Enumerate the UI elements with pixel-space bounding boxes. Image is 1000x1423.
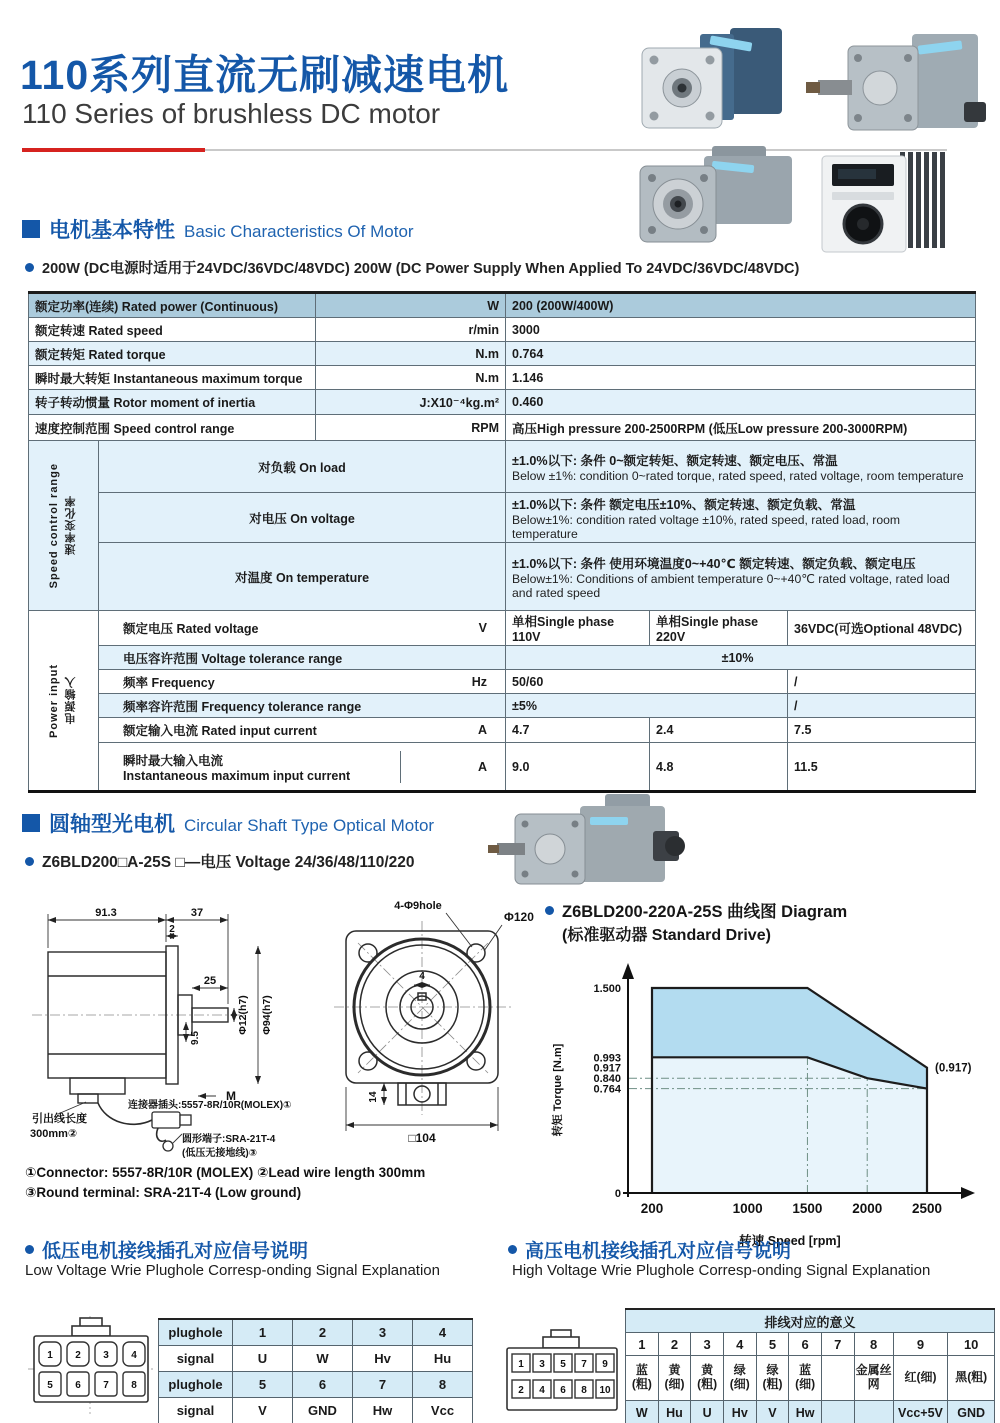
product-photo-motor-gray-shaft bbox=[806, 34, 986, 130]
callout-m: M bbox=[226, 1089, 236, 1103]
low-voltage-connector-drawing bbox=[28, 1316, 154, 1414]
cell: 7 bbox=[821, 1333, 854, 1356]
spec-value-zh: ±1.0%以下: 条件 使用环境温度0~+40℃ 额定转速、额定负载、额定电压 bbox=[512, 557, 916, 571]
spec-value: / bbox=[788, 670, 976, 694]
pin-number: 7 bbox=[103, 1380, 109, 1391]
spec-label: 额定电压 Rated voltage bbox=[123, 622, 259, 636]
spec-label-unit bbox=[99, 694, 506, 718]
section-heading-zh: 圆轴型光电机 bbox=[49, 813, 175, 836]
pin-number: 7 bbox=[581, 1359, 587, 1370]
row-label: plughole bbox=[159, 1319, 233, 1346]
page-title-zh: 110系列直流无刷减速电机 bbox=[20, 52, 510, 98]
cell: 3 bbox=[353, 1319, 413, 1346]
spec-value: 高压High pressure 200-2500RPM (低压Low pressure 200-3000RPM) bbox=[506, 415, 976, 441]
power-note-bullet bbox=[25, 257, 975, 278]
spec-unit: V bbox=[478, 621, 488, 635]
cell: Hu bbox=[413, 1346, 473, 1372]
bullet-dot-icon bbox=[25, 263, 34, 272]
pin-number: 2 bbox=[518, 1385, 524, 1396]
spec-unit: RPM bbox=[316, 415, 506, 441]
product-photos bbox=[612, 6, 997, 254]
chart-title-line1: Z6BLD200-220A-25S 曲线图 Diagram bbox=[562, 903, 848, 921]
spec-label: 电压容许范围 Voltage tolerance range bbox=[123, 651, 343, 666]
cell: 5 bbox=[756, 1333, 789, 1356]
x-tick-label: 200 bbox=[640, 1201, 664, 1216]
signal bbox=[821, 1401, 854, 1423]
y-tick-label: 0 bbox=[614, 1188, 621, 1200]
cell: 10 bbox=[948, 1333, 995, 1356]
spec-label: 转子转动惯量 Rotor moment of inertia bbox=[29, 390, 316, 415]
signal: W bbox=[626, 1401, 659, 1423]
wire-color: 蓝(粗) bbox=[626, 1356, 659, 1401]
row-label: signal bbox=[159, 1398, 233, 1423]
spec-label-unit bbox=[99, 743, 506, 792]
cell: 9 bbox=[893, 1333, 948, 1356]
x-axis-arrow-icon bbox=[961, 1187, 975, 1199]
callout-terminal2: (低压无接地线)③ bbox=[182, 1148, 258, 1159]
bullet-dot-icon bbox=[545, 906, 554, 915]
spec-label: 对温度 On temperature bbox=[99, 543, 506, 611]
spec-label: 额定转速 Rated speed bbox=[29, 318, 316, 342]
spec-value-en: Below ±1%: condition 0~rated torque, rated speed, rated voltage, room temperature bbox=[512, 469, 964, 483]
power-group-label-en: Power input bbox=[48, 663, 60, 738]
table-row bbox=[29, 415, 976, 441]
y-tick-label: 1.500 bbox=[593, 983, 621, 995]
spec-unit: Hz bbox=[471, 674, 488, 689]
note-line-2: ③Round terminal: SRA-21T-4 (Low ground) bbox=[25, 1185, 302, 1201]
spec-unit: A bbox=[477, 723, 488, 737]
spec-label-zh: 瞬时最大输入电流 bbox=[123, 753, 224, 768]
dim-25: 25 bbox=[203, 975, 217, 987]
section-square-icon bbox=[22, 220, 40, 238]
table-row bbox=[159, 1372, 473, 1398]
torque-speed-chart-block bbox=[545, 898, 997, 1263]
cell: Hw bbox=[353, 1398, 413, 1423]
pin-number: 10 bbox=[599, 1385, 611, 1396]
dim-4: 4 bbox=[419, 971, 425, 982]
power-group-label-zh: 电源输入 bbox=[65, 676, 77, 725]
spec-unit bbox=[401, 649, 499, 667]
y-tick-label: 0.764 bbox=[593, 1083, 621, 1096]
pin-number: 3 bbox=[539, 1359, 545, 1370]
spec-label-unit bbox=[99, 670, 506, 694]
dim-phi12: Φ12(h7) bbox=[237, 995, 249, 1035]
dim-holes: 4-Φ9hole bbox=[394, 900, 442, 912]
low-voltage-heading bbox=[25, 1236, 308, 1263]
callout-lead-zh: 引出线长度 bbox=[32, 1113, 87, 1125]
table-row bbox=[29, 694, 976, 718]
cell: 7 bbox=[353, 1372, 413, 1398]
row-label: signal bbox=[159, 1346, 233, 1372]
spec-value: 0.764 bbox=[506, 342, 976, 366]
spec-unit: N.m bbox=[316, 342, 506, 366]
x-axis-title: 转速 Speed [rpm] bbox=[739, 1234, 841, 1248]
pin-number: 8 bbox=[581, 1385, 587, 1396]
product-photo-motor-mid bbox=[485, 786, 700, 904]
table-row bbox=[626, 1356, 995, 1401]
spec-unit: J:X10⁻⁴kg.m² bbox=[316, 390, 506, 415]
high-voltage-connector-drawing bbox=[503, 1328, 623, 1418]
section-circular-shaft bbox=[22, 808, 434, 838]
table-row bbox=[159, 1319, 473, 1346]
speed-group-label-zh: 速率变化率 bbox=[65, 495, 77, 556]
spec-unit: r/min bbox=[316, 318, 506, 342]
signal: Hw bbox=[789, 1401, 822, 1423]
table-row bbox=[159, 1346, 473, 1372]
table-row bbox=[626, 1401, 995, 1423]
wire-color bbox=[821, 1356, 854, 1401]
dim-2: 2 bbox=[169, 924, 175, 935]
spec-label: 对电压 On voltage bbox=[99, 493, 506, 543]
cell: 1 bbox=[626, 1333, 659, 1356]
cell: W bbox=[293, 1346, 353, 1372]
table-row bbox=[29, 293, 976, 318]
spec-value-zh: ±1.0%以下: 条件 额定电压±10%、额定转速、额定负载、常温 bbox=[512, 498, 856, 512]
table-row bbox=[29, 646, 976, 670]
table-row bbox=[29, 611, 976, 646]
y-tick-label: 0.840 bbox=[593, 1073, 621, 1086]
cell: GND bbox=[293, 1398, 353, 1423]
spec-value: 9.0 bbox=[506, 743, 650, 792]
high-voltage-signal-table bbox=[625, 1308, 995, 1423]
cell: Vcc bbox=[413, 1398, 473, 1423]
dim-14: 14 bbox=[368, 1091, 379, 1103]
wire-color: 黑(粗) bbox=[948, 1356, 995, 1401]
product-photo-speed-controller bbox=[822, 152, 945, 252]
spec-unit: W bbox=[316, 293, 506, 318]
signal: V bbox=[756, 1401, 789, 1423]
low-voltage-heading-zh: 低压电机接线插孔对应信号说明 bbox=[42, 1241, 309, 1262]
spec-value bbox=[506, 543, 976, 611]
pin-number: 2 bbox=[75, 1350, 81, 1361]
pin-number: 9 bbox=[602, 1359, 608, 1370]
note-line-1: ①Connector: 5557-8R/10R (MOLEX) ②Lead wire length 300mm bbox=[25, 1165, 426, 1180]
table-row bbox=[29, 493, 976, 543]
y-axis-arrow-icon bbox=[622, 963, 634, 979]
spec-value: 50/60 bbox=[506, 670, 788, 694]
signal: Vcc+5V bbox=[893, 1401, 948, 1423]
spec-value: 单相Single phase 220V bbox=[650, 611, 788, 646]
signal: GND bbox=[948, 1401, 995, 1423]
bullet-dot-icon bbox=[25, 857, 34, 866]
spec-value-en: Below±1%: Conditions of ambient temperature 0~+40℃ rated voltage, rated load and rated speed bbox=[512, 572, 950, 600]
spec-unit: A bbox=[400, 751, 499, 783]
pin-number: 1 bbox=[518, 1359, 524, 1370]
spec-value-zh: ±1.0%以下: 条件 0~额定转矩、额定转速、额定电压、常温 bbox=[512, 454, 838, 468]
spec-label: 对负载 On load bbox=[99, 441, 506, 493]
table-row bbox=[159, 1398, 473, 1423]
cell: 8 bbox=[413, 1372, 473, 1398]
cell: 4 bbox=[413, 1319, 473, 1346]
table-row bbox=[29, 441, 976, 493]
spec-value: 1.146 bbox=[506, 366, 976, 390]
wire-color: 绿(粗) bbox=[756, 1356, 789, 1401]
spec-value: 单相Single phase 110V bbox=[506, 611, 650, 646]
wire-color: 黄(细) bbox=[658, 1356, 691, 1401]
dim-phi120: Φ120 bbox=[504, 910, 534, 924]
cell: 1 bbox=[233, 1319, 293, 1346]
spec-value bbox=[506, 441, 976, 493]
pin-number: 6 bbox=[75, 1380, 81, 1391]
pin-number: 1 bbox=[47, 1350, 53, 1361]
page-title-en: 110 Series of brushless DC motor bbox=[22, 98, 441, 129]
spec-value-en: Below±1%: condition rated voltage ±10%, rated speed, rated load, room temperature bbox=[512, 513, 901, 541]
dim-37: 37 bbox=[190, 907, 204, 919]
spec-value: ±10% bbox=[506, 646, 976, 670]
x-tick-label: 2500 bbox=[911, 1201, 943, 1216]
table-row bbox=[29, 366, 976, 390]
spec-label: 频率容许范围 Frequency tolerance range bbox=[123, 699, 362, 714]
low-voltage-heading-en: Low Voltage Wrie Plughole Corresp-onding Signal Explanation bbox=[25, 1262, 440, 1279]
power-input-group-label bbox=[29, 611, 99, 792]
torque-speed-chart bbox=[545, 945, 997, 1263]
signal bbox=[854, 1401, 893, 1423]
cell: 6 bbox=[293, 1372, 353, 1398]
cell: 2 bbox=[293, 1319, 353, 1346]
spec-value: 4.8 bbox=[650, 743, 788, 792]
cell: 2 bbox=[658, 1333, 691, 1356]
y-axis-title: 转矩 Torque [N.m] bbox=[552, 1043, 564, 1137]
callout-connector: 连接器插头:5557-8R/10R(MOLEX)① bbox=[128, 1100, 292, 1111]
bullet-dot-icon bbox=[508, 1245, 517, 1254]
dim-phi94: Φ94(h7) bbox=[261, 995, 273, 1035]
wire-color: 红(细) bbox=[893, 1356, 948, 1401]
cell: 3 bbox=[691, 1333, 724, 1356]
y-tick-label: 0.917 bbox=[593, 1062, 621, 1075]
spec-value: 36VDC(可选Optional 48VDC) bbox=[788, 611, 976, 646]
y-tick-label: 0.993 bbox=[593, 1052, 621, 1065]
product-photo-motor-dark-blue bbox=[642, 28, 782, 128]
section-heading-en: Basic Characteristics Of Motor bbox=[184, 222, 414, 241]
spec-value: 200 (200W/400W) bbox=[506, 293, 976, 318]
callout-lead-mm: 300mm② bbox=[30, 1128, 78, 1140]
spec-label: 额定转矩 Rated torque bbox=[29, 342, 316, 366]
cell: U bbox=[233, 1346, 293, 1372]
pin-number: 4 bbox=[131, 1350, 137, 1361]
spec-table bbox=[28, 291, 976, 793]
spec-label-en: Instantaneous maximum input current bbox=[123, 768, 351, 783]
section-heading-en: Circular Shaft Type Optical Motor bbox=[184, 816, 435, 835]
spec-value: / bbox=[788, 694, 976, 718]
section-basic-characteristics bbox=[22, 214, 414, 244]
pin-number: 5 bbox=[560, 1359, 566, 1370]
cell: Hv bbox=[353, 1346, 413, 1372]
x-tick-label: 1000 bbox=[732, 1201, 763, 1216]
table-row bbox=[29, 670, 976, 694]
pin-number: 8 bbox=[131, 1380, 137, 1391]
dim-9-5: 9.5 bbox=[190, 1031, 201, 1045]
spec-label-unit bbox=[99, 611, 506, 646]
spec-value: 0.460 bbox=[506, 390, 976, 415]
row-label: plughole bbox=[159, 1372, 233, 1398]
spec-label: 频率 Frequency bbox=[123, 675, 215, 690]
low-voltage-signal-table bbox=[158, 1318, 473, 1423]
spec-label: 速度控制范围 Speed control range bbox=[29, 415, 316, 441]
chart-title-line2: (标准驱动器 Standard Drive) bbox=[562, 927, 771, 944]
bullet-dot-icon bbox=[25, 1245, 34, 1254]
section-heading-zh: 电机基本特性 bbox=[49, 219, 175, 242]
spec-label bbox=[105, 751, 400, 783]
spec-unit: N.m bbox=[316, 366, 506, 390]
model-text: Z6BLD200□A-25S □—电压 Voltage 24/36/48/110/220 bbox=[42, 854, 415, 871]
spec-value: 2.4 bbox=[650, 718, 788, 743]
model-bullet bbox=[25, 850, 485, 872]
high-voltage-heading bbox=[508, 1236, 791, 1263]
spec-label: 瞬时最大转矩 Instantaneous maximum torque bbox=[29, 366, 316, 390]
table-row bbox=[29, 342, 976, 366]
wire-color: 绿(细) bbox=[723, 1356, 756, 1401]
cell: 8 bbox=[854, 1333, 893, 1356]
wire-color: 金属丝网 bbox=[854, 1356, 893, 1401]
spec-value: 3000 bbox=[506, 318, 976, 342]
dim-91-3: 91.3 bbox=[95, 907, 117, 919]
dimension-drawing-front-view bbox=[326, 893, 540, 1161]
spec-label: 额定输入电流 Rated input current bbox=[123, 724, 317, 738]
pin-number: 6 bbox=[560, 1385, 566, 1396]
high-voltage-heading-zh: 高压电机接线插孔对应信号说明 bbox=[525, 1241, 792, 1262]
cell: 4 bbox=[723, 1333, 756, 1356]
table-row bbox=[29, 718, 976, 743]
table-row bbox=[29, 318, 976, 342]
signal: Hu bbox=[658, 1401, 691, 1423]
table-row bbox=[626, 1333, 995, 1356]
signal: U bbox=[691, 1401, 724, 1423]
spec-value: ±5% bbox=[506, 694, 788, 718]
x-tick-label: 2000 bbox=[852, 1201, 883, 1216]
speed-group-label-en: Speed control range bbox=[48, 462, 60, 589]
cell: 5 bbox=[233, 1372, 293, 1398]
table-row bbox=[29, 743, 976, 792]
dimension-drawing-side-view bbox=[20, 890, 328, 1172]
spec-label-unit bbox=[99, 718, 506, 743]
speed-control-group-label bbox=[29, 441, 99, 611]
wire-color: 黄(粗) bbox=[691, 1356, 724, 1401]
pin-number: 4 bbox=[539, 1385, 545, 1396]
spec-value: 7.5 bbox=[788, 718, 976, 743]
spec-label-unit bbox=[99, 646, 506, 670]
product-photo-motor-right-angle bbox=[640, 146, 792, 242]
spec-value bbox=[506, 493, 976, 543]
pin-number: 5 bbox=[47, 1380, 53, 1391]
spec-label: 额定功率(连续) Rated power (Continuous) bbox=[29, 293, 316, 318]
chart-title bbox=[545, 898, 997, 922]
drawing-notes bbox=[25, 1163, 425, 1204]
cell: V bbox=[233, 1398, 293, 1423]
cell: 6 bbox=[789, 1333, 822, 1356]
pin-number: 3 bbox=[103, 1350, 109, 1361]
wire-color: 蓝(细) bbox=[789, 1356, 822, 1401]
table-row bbox=[29, 390, 976, 415]
signal: Hv bbox=[723, 1401, 756, 1423]
table-row bbox=[29, 543, 976, 611]
section-square-icon bbox=[22, 814, 40, 832]
power-note-text: 200W (DC电源时适用于24VDC/36VDC/48VDC) 200W (DC Power Supply When Applied To 24VDC/36VDC/48VDC) bbox=[42, 261, 800, 277]
spec-value: 4.7 bbox=[506, 718, 650, 743]
dim-sq104: □104 bbox=[408, 1131, 436, 1145]
table-row bbox=[626, 1309, 995, 1333]
x-tick-label: 1500 bbox=[792, 1201, 823, 1216]
high-voltage-heading-en: High Voltage Wrie Plughole Corresp-onding Signal Explanation bbox=[512, 1262, 931, 1279]
callout-terminal: 圆形端子:SRA-21T-4 bbox=[182, 1134, 276, 1145]
hv-table-header: 排线对应的意义 bbox=[626, 1309, 995, 1333]
chart-annotation: (0.917) bbox=[935, 1062, 972, 1075]
spec-unit bbox=[401, 697, 499, 715]
spec-value: 11.5 bbox=[788, 743, 976, 792]
